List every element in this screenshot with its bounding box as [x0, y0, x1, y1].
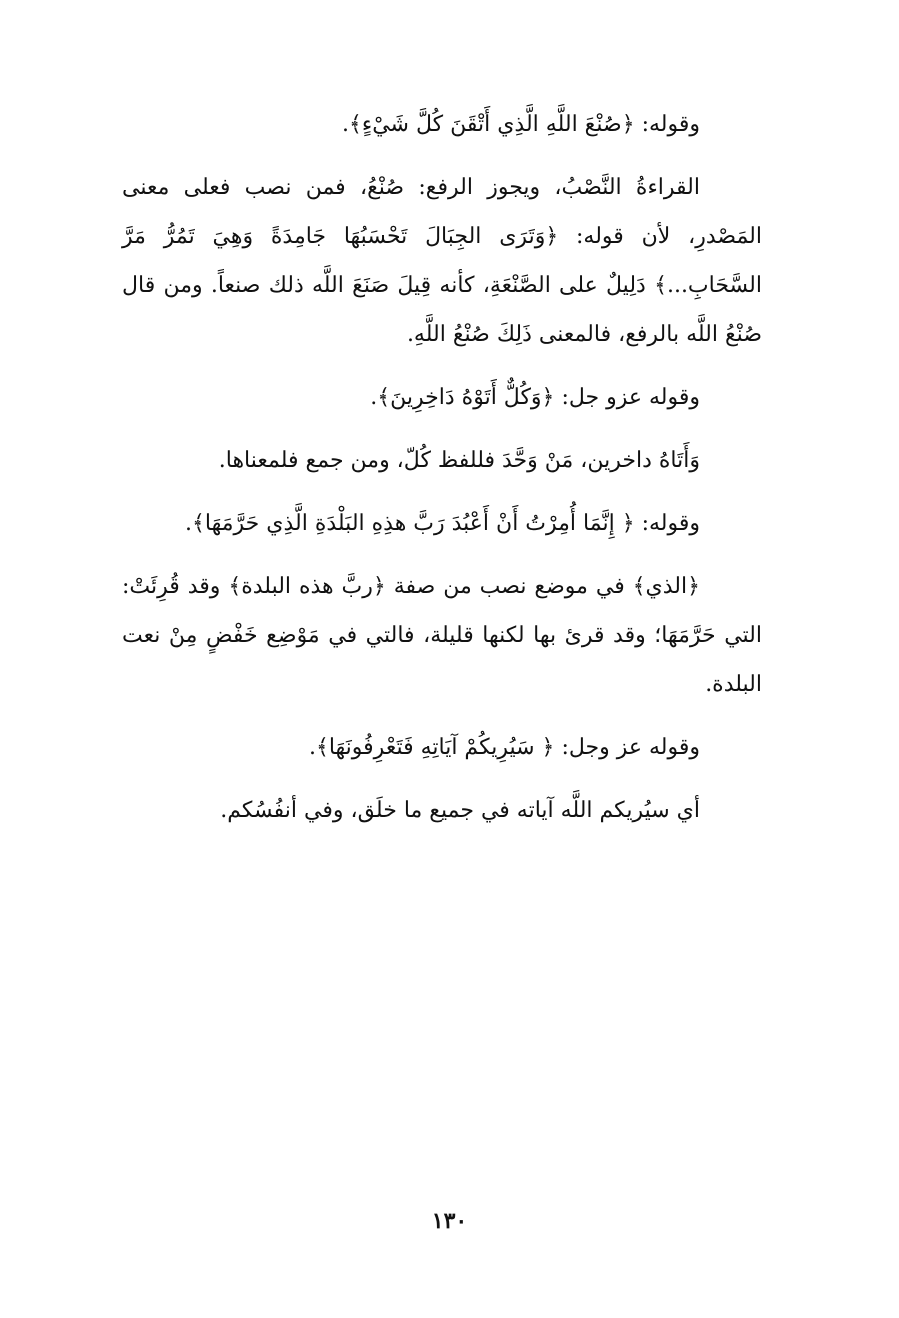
paragraph-commentary-1: القراءةُ النَّصْبُ، ويجوز الرفع: صُنْعُ، فمن نصب فعلى معنى المَصْدرِ، لأن قوله: ﴿وَتَرَى الجِبَالَ تَحْسَبُهَا جَامِدَةً وَهِيَ تَمُرُّ مَرَّ السَّحَابِ...﴾ دَلِيلٌ على الصَّنْعَةِ، كأنه قِيلَ صَنَعَ اللَّه ذلك صنعاً. ومن قال صُنْعُ اللَّه بالرفع، فالمعنى ذَلِكَ صُنْعُ اللَّهِ. — [122, 175, 762, 347]
paragraph-commentary-3: ﴿الذي﴾ في موضع نصب من صفة ﴿ربَّ هذه البلدة﴾ وقد قُرِئَتْ: التي حَرَّمَهَا؛ وقد قرئ بها لكنها قليلة، فالتي في مَوْضِع خَفْضٍ مِنْ نعت البلدة. — [122, 574, 762, 697]
paragraph-verse-2: وقوله عزو جل: ﴿وَكُلٌّ أَتَوْهُ دَاخِرِينَ﴾. — [370, 385, 700, 410]
page-number: ١٣٠ — [431, 1208, 468, 1234]
paragraph-verse-3: وقوله: ﴿ إِنَّمَا أُمِرْتُ أَنْ أَعْبُدَ رَبَّ هذِهِ البَلْدَةِ الَّذِي حَرَّمَهَا﴾. — [185, 511, 700, 536]
paragraph-verse-4: وقوله عز وجل: ﴿ سَيُرِيكُمْ آيَاتِهِ فَتَعْرِفُونَهَا﴾. — [308, 735, 700, 760]
paragraph-commentary-2: وَأَتَاهُ داخرين، مَنْ وَحَّدَ فللفظ كُلّ، ومن جمع فلمعناها. — [218, 448, 700, 473]
main-text — [122, 100, 762, 849]
paragraph-commentary-4: أي سيُريكم اللَّه آياته في جميع ما خلَق، وفي أنفُسُكم. — [220, 798, 700, 823]
paragraph-verse-1: وقوله: ﴿صُنْعَ اللَّهِ الَّذِي أَتْقَنَ كُلَّ شَيْءٍ﴾. — [341, 112, 700, 137]
